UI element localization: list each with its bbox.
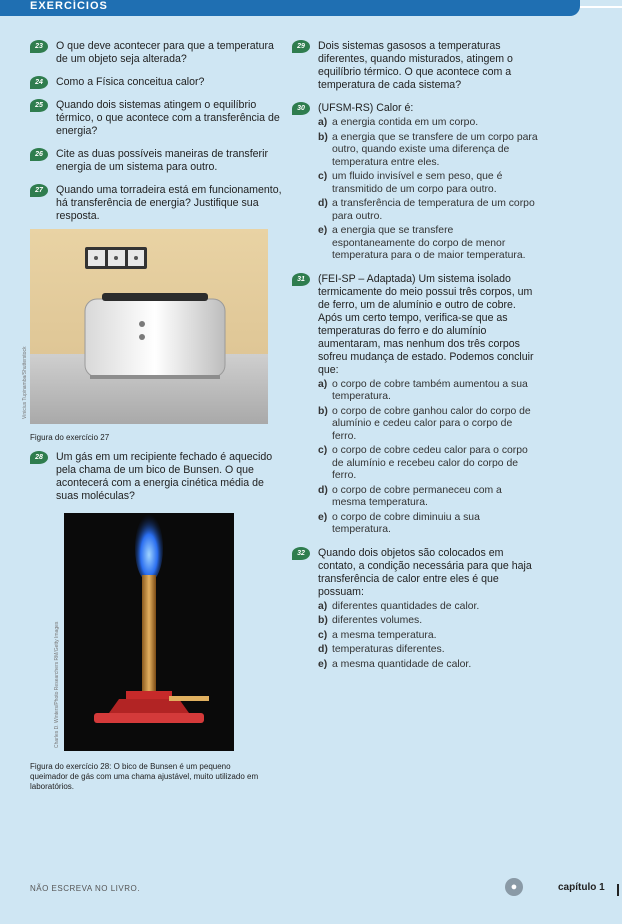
footer-note: NÃO ESCREVA NO LIVRO. bbox=[30, 884, 140, 893]
option-letter: d) bbox=[318, 198, 328, 209]
option-c bbox=[318, 630, 538, 643]
question-23 bbox=[30, 40, 288, 66]
option-text: um fluido invisível e sem peso, que é transmitido de um corpo para outro. bbox=[332, 171, 503, 195]
question-number-badge: 23 bbox=[30, 40, 48, 53]
option-letter: d) bbox=[318, 484, 328, 496]
option-text: diferentes quantidades de calor. bbox=[332, 600, 480, 612]
figure-caption: Figura do exercício 28: O bico de Bunsen é um pequeno queimador de gás com uma chama ajustável, muito utilizado em laboratórios. bbox=[30, 762, 259, 791]
bunsen-burner-photo bbox=[64, 513, 234, 751]
option-a bbox=[318, 379, 538, 404]
question-text: Um gás em um recipiente fechado é aquecido pela chama de um bico de Bunsen. O que acontecerá com a energia cinética média de suas moléculas? bbox=[56, 451, 273, 502]
photo-credit: Vinicius Tupinamba/Shutterstock bbox=[22, 346, 28, 419]
question-text: (FEI-SP – Adaptada) Um sistema isolado termicamente do meio possui três corpos, um de ferro, um de alumínio e outro de cobre. Após um certo tempo, verifica-se que as temperaturas do ferro e do alumínio aumentaram, mas nenhum dos três corpos sofreu mudança de estado. Podemos concluir que: bbox=[318, 272, 534, 376]
photo-credit: Charles D. Winters/Photo Researchers RM/Getty Images bbox=[54, 621, 60, 748]
option-letter: c) bbox=[318, 171, 328, 182]
option-text: a mesma quantidade de calor. bbox=[332, 658, 472, 670]
option-e bbox=[318, 512, 538, 537]
option-letter: c) bbox=[318, 629, 328, 641]
question-text: (UFSM-RS) Calor é: bbox=[318, 102, 414, 114]
option-letter: a) bbox=[318, 378, 328, 390]
question-text: Como a Física conceitua calor? bbox=[56, 76, 205, 88]
option-b bbox=[318, 132, 538, 170]
header-line bbox=[580, 6, 622, 8]
answer-options bbox=[318, 601, 538, 672]
option-text: o corpo de cobre permaneceu com a mesma temperatura. bbox=[332, 484, 502, 508]
question-27 bbox=[30, 184, 288, 223]
option-e bbox=[318, 225, 538, 263]
option-d bbox=[318, 644, 538, 657]
question-number-badge: 30 bbox=[292, 102, 310, 115]
question-25 bbox=[30, 99, 288, 138]
option-text: a energia contida em um corpo. bbox=[332, 117, 479, 128]
question-text: Quando dois objetos são colocados em contato, a condição necessária para que haja transferência de calor entre eles é que possuam: bbox=[318, 546, 532, 598]
footer-divider bbox=[617, 884, 619, 896]
answer-options bbox=[318, 117, 538, 263]
option-c bbox=[318, 445, 538, 483]
option-a bbox=[318, 601, 538, 614]
left-column bbox=[22, 40, 288, 792]
section-title: EXERCÍCIOS bbox=[30, 0, 108, 12]
globe-icon: ● bbox=[505, 878, 523, 896]
option-d bbox=[318, 485, 538, 510]
question-number-badge: 26 bbox=[30, 148, 48, 161]
option-text: a energia que se transfere espontaneamente do corpo de menor temperatura para o de maior temperatura. bbox=[332, 225, 526, 261]
toaster-photo bbox=[30, 229, 268, 424]
option-b bbox=[318, 406, 538, 444]
figure-bunsen-burner bbox=[54, 513, 288, 756]
question-29 bbox=[292, 40, 538, 92]
question-number-badge: 29 bbox=[292, 40, 310, 53]
right-column bbox=[292, 40, 538, 681]
option-text: o corpo de cobre também aumentou a sua temperatura. bbox=[332, 378, 528, 402]
question-number-badge: 24 bbox=[30, 76, 48, 89]
question-text: Dois sistemas gasosos a temperaturas diferentes, quando misturados, atingem o equilíbrio térmico. O que acontece com a temperatura de cada sistema? bbox=[318, 40, 513, 91]
question-number-badge: 32 bbox=[292, 547, 310, 560]
question-text: Cite as duas possíveis maneiras de transferir energia de um sistema para outro. bbox=[56, 148, 268, 173]
option-e bbox=[318, 659, 538, 672]
option-letter: a) bbox=[318, 600, 328, 612]
figure-toaster bbox=[22, 229, 288, 443]
option-letter: d) bbox=[318, 644, 328, 655]
option-letter: b) bbox=[318, 131, 328, 143]
option-text: o corpo de cobre diminuiu a sua temperatura. bbox=[332, 511, 480, 535]
chapter-label: capítulo 1 bbox=[558, 882, 605, 893]
figure-caption: Figura do exercício 27 bbox=[30, 433, 110, 442]
answer-options bbox=[318, 379, 538, 537]
option-letter: b) bbox=[318, 615, 328, 626]
question-number-badge: 25 bbox=[30, 99, 48, 112]
option-text: temperaturas diferentes. bbox=[332, 644, 445, 655]
option-letter: e) bbox=[318, 658, 328, 670]
option-text: a energia que se transfere de um corpo para outro, quando existe uma diferença de temperatura entre eles. bbox=[332, 131, 538, 168]
option-letter: e) bbox=[318, 225, 328, 236]
option-letter: c) bbox=[318, 445, 328, 456]
option-text: a transferência de temperatura de um corpo para outro. bbox=[332, 198, 535, 222]
question-text: Quando uma torradeira está em funcionamento, há transferência de energia? Justifique sua resposta. bbox=[56, 184, 282, 222]
question-number-badge: 28 bbox=[30, 451, 48, 464]
option-letter: b) bbox=[318, 405, 328, 417]
option-a bbox=[318, 117, 538, 130]
option-c bbox=[318, 171, 538, 196]
question-number-badge: 31 bbox=[292, 273, 310, 286]
option-letter: a) bbox=[318, 117, 328, 128]
option-b bbox=[318, 615, 538, 628]
question-number-badge: 27 bbox=[30, 184, 48, 197]
option-letter: e) bbox=[318, 511, 328, 523]
question-32 bbox=[292, 547, 538, 672]
question-26 bbox=[30, 148, 288, 174]
question-text: Quando dois sistemas atingem o equilíbrio térmico, o que acontece com a transferência de energia? bbox=[56, 99, 280, 137]
option-text: a mesma temperatura. bbox=[332, 629, 437, 641]
question-31 bbox=[292, 273, 538, 537]
question-30 bbox=[292, 102, 538, 263]
option-text: diferentes volumes. bbox=[332, 615, 423, 626]
option-text: o corpo de cobre cedeu calor para o corpo de alumínio e recebeu calor do corpo de ferro. bbox=[332, 445, 528, 481]
question-28 bbox=[30, 451, 288, 503]
option-d bbox=[318, 198, 538, 223]
option-text: o corpo de cobre ganhou calor do corpo de alumínio e cedeu calor para o corpo de ferro. bbox=[332, 405, 531, 442]
question-text: O que deve acontecer para que a temperatura de um objeto seja alterada? bbox=[56, 40, 274, 65]
question-24 bbox=[30, 76, 288, 89]
